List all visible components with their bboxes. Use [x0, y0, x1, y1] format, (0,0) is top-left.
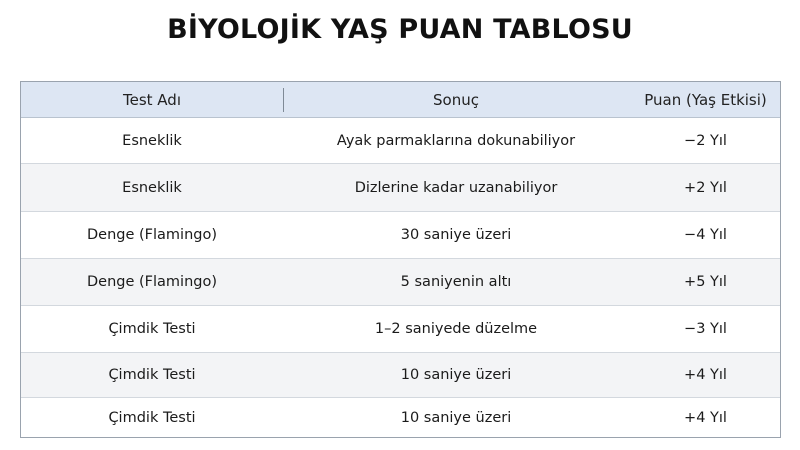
cell-result: Dizlerine kadar uzanabiliyor [354, 179, 558, 196]
table-header-row [21, 82, 780, 118]
cell-result: Ayak parmaklarına dokunabiliyor [336, 132, 576, 149]
cell-test-name: Esneklik [122, 179, 182, 196]
cell-result: 10 saniye üzeri [400, 409, 512, 426]
table-row [21, 212, 780, 259]
table-row [21, 353, 780, 398]
table-row [21, 398, 780, 437]
cell-score: −3 Yıl [684, 321, 727, 337]
table-row [21, 164, 780, 212]
header-test-name: Test Adı [123, 90, 181, 109]
cell-score: −2 Yıl [684, 132, 727, 149]
score-table [20, 81, 781, 438]
cell-test-name: Denge (Flamingo) [87, 227, 217, 243]
cell-test-name: Esneklik [122, 132, 182, 149]
cell-score: +4 Yıl [684, 367, 727, 383]
cell-result: 30 saniye üzeri [400, 227, 512, 243]
cell-score: +5 Yıl [684, 274, 727, 290]
cell-result: 1–2 saniyede düzelme [374, 321, 538, 337]
table-row [21, 259, 780, 306]
cell-score: +4 Yıl [684, 409, 727, 426]
cell-score: −4 Yıl [684, 227, 727, 243]
header-result: Sonuç [433, 90, 479, 109]
cell-score: +2 Yıl [684, 179, 727, 196]
cell-test-name: Çimdik Testi [108, 321, 196, 337]
page-title: BİYOLOJİK YAŞ PUAN TABLOSU [167, 14, 633, 45]
cell-result: 5 saniyenin altı [400, 274, 512, 290]
table-row [21, 118, 780, 164]
cell-test-name: Denge (Flamingo) [87, 274, 217, 290]
table-row [21, 306, 780, 353]
cell-test-name: Çimdik Testi [108, 409, 196, 426]
cell-result: 10 saniye üzeri [400, 367, 512, 383]
header-score: Puan (Yaş Etkisi) [644, 90, 767, 109]
cell-test-name: Çimdik Testi [108, 367, 196, 383]
